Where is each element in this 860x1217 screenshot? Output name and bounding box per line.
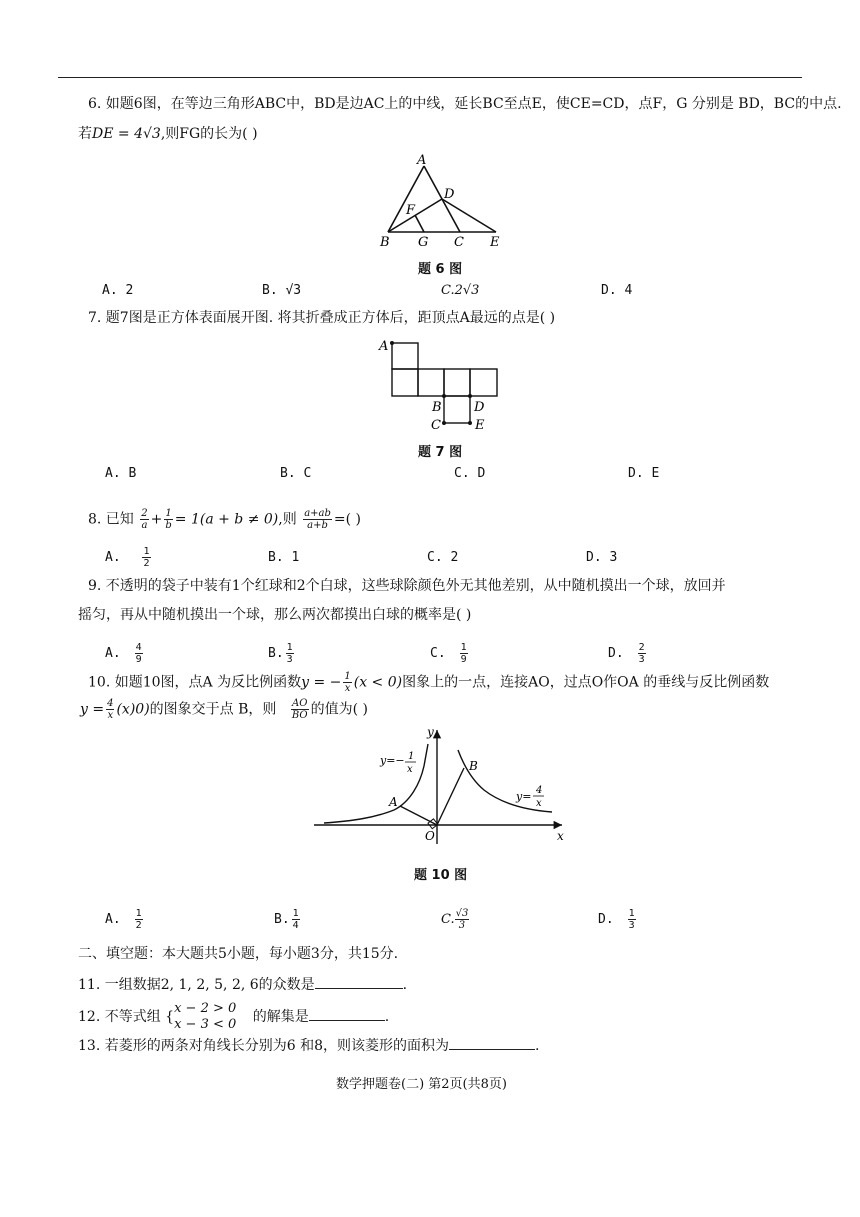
q9-option-a-pre: A. (105, 646, 121, 661)
q6-label-a: A (417, 153, 427, 168)
q10-line2-frac (106, 698, 114, 721)
q10-option-c-pre: C. (441, 912, 455, 927)
q12-row2: x − 3 < 0 (174, 1017, 237, 1032)
q10-line1-math-a: y = − (301, 674, 342, 691)
q10-line1-frac-num: 1 (344, 671, 351, 682)
q6-label-c: C (454, 235, 464, 250)
q10-graph-label-b: B (469, 759, 478, 773)
q12-inequality-system (174, 1001, 236, 1033)
q9-option-c-frac (460, 642, 468, 665)
q12-post: . (384, 1009, 390, 1025)
q9-line1: 9. 不透明的袋子中装有1个红球和2个白球，这些球除颜色外无其他差别，从中随机摸出一个球，放回并 (88, 578, 726, 594)
q10-option-a-num: 1 (135, 908, 142, 919)
q10-line2-math-b: (x)0) (116, 701, 150, 718)
q12-row1: x − 2 > 0 (174, 1001, 237, 1016)
q9-option-a-frac (135, 642, 143, 665)
q10-caption: 题 10 图 (414, 868, 468, 883)
q9-option-b-num: 1 (286, 642, 293, 653)
q7-caption: 题 7 图 (418, 445, 463, 460)
q9-option-a (105, 642, 145, 665)
q6-line2 (78, 124, 258, 144)
q9-option-a-num: 4 (135, 642, 142, 653)
q10-option-b-pre: B. (274, 912, 290, 927)
q9-option-b-den: 3 (286, 654, 293, 665)
q10-option-b-den: 4 (292, 920, 299, 931)
header-rule (58, 77, 802, 78)
q9-option-b-frac (286, 642, 294, 665)
q8-f2-num: 1 (165, 508, 172, 519)
q8-option-d: D. 3 (586, 550, 618, 565)
q10-option-a-pre: A. (105, 912, 121, 927)
q9-option-b (268, 642, 296, 665)
q6-label-b: B (380, 235, 390, 250)
q11-post: . (402, 977, 408, 993)
q10-graph-right-num: 4 (536, 785, 543, 796)
q8-post: =( ) (333, 511, 362, 528)
q10-line2-math-a: y = (80, 701, 105, 718)
q10-line1-pre: 10. 如题10图，点A 为反比例函数 (88, 674, 302, 691)
q6-option-d: D. 4 (601, 283, 633, 298)
q10-line1-frac (343, 671, 351, 694)
q10-graph-label-o: O (425, 829, 435, 843)
q10-graph-left-num: 1 (408, 751, 415, 762)
q6-option-b: B. √3 (262, 283, 302, 298)
q10-option-a (105, 908, 145, 931)
q13-post: . (534, 1038, 540, 1054)
q10-line2-frac-num: 4 (107, 698, 114, 709)
q9-option-a-den: 9 (135, 654, 142, 665)
q9-option-c-pre: C. (430, 646, 446, 661)
q12-mid: 的解集是 (252, 1009, 309, 1025)
q8-option-a-den: 2 (143, 558, 150, 569)
q8-fraction-1-over-b (164, 508, 172, 531)
q8-fraction-2-over-a (140, 508, 148, 531)
q9-option-c-den: 9 (460, 654, 467, 665)
q10-option-b-num: 1 (292, 908, 299, 919)
q6-line2-post: ,则FG的长为( ) (160, 126, 258, 142)
section-2-heading: 二、填空题：本大题共5小题，每小题3分，共15分. (78, 946, 399, 962)
q13-answer-blank[interactable] (449, 1035, 535, 1050)
q6-line2-pre: 若 (78, 126, 92, 142)
q11-answer-blank[interactable] (315, 974, 403, 989)
q7-option-b: B. C (280, 466, 312, 481)
q10-option-c-num: √3 (455, 908, 469, 919)
q10-line2 (80, 698, 368, 721)
q12-pre: 12. 不等式组 { (78, 1009, 175, 1025)
q10-line1-frac-den: x (344, 683, 351, 694)
page-footer: 数学押题卷(二) 第2页(共8页) (336, 1077, 507, 1092)
q8-text (88, 508, 361, 531)
q6-label-e: E (490, 235, 500, 250)
q7-cube-net-figure (376, 338, 502, 434)
q9-line2: 摇匀，再从中随机摸出一个球，那么两次都摸出白球的概率是( ) (78, 607, 472, 623)
q6-label-d: D (444, 187, 455, 202)
q10-graph-label-a: A (389, 795, 398, 809)
q6-caption: 题 6 图 (418, 262, 463, 277)
q8-f2-den: b (165, 520, 172, 531)
q10-option-d-num: 1 (628, 908, 635, 919)
q10-line2-post: 的值为( ) (310, 701, 368, 718)
q8-option-a-pre: A. (105, 550, 121, 565)
q10-graph-label-left: y=− (380, 754, 405, 767)
q7-label-a: A (379, 339, 389, 354)
q8-option-c: C. 2 (427, 550, 459, 565)
q10-option-d (598, 908, 638, 931)
q7-label-e: E (475, 418, 485, 433)
q10-line1-post: 图象上的一点，连接AO，过点O作OA 的垂线与反比例函数 (402, 674, 770, 691)
q10-option-d-den: 3 (628, 920, 635, 931)
q9-option-c (430, 642, 470, 665)
q9-option-c-num: 1 (460, 642, 467, 653)
q10-ratio-den: BO (291, 710, 308, 721)
q7-option-c: C. D (454, 466, 486, 481)
q8-f3-num: a+ab (304, 508, 331, 519)
q11 (78, 974, 407, 995)
q10-graph-left-den: x (407, 764, 413, 775)
q10-option-a-frac (135, 908, 143, 931)
q7-label-c: C (431, 418, 441, 433)
q11-text: 11. 一组数据2, 1, 2, 5, 2, 6的众数是 (78, 977, 315, 993)
q9-option-d-pre: D. (608, 646, 624, 661)
q8-option-a-frac (142, 546, 150, 569)
q7-label-b: B (432, 400, 442, 415)
q6-triangle-figure (372, 150, 512, 250)
q8-option-b: B. 1 (268, 550, 300, 565)
q7-label-d: D (474, 400, 485, 415)
q10-graph-right-den: x (536, 798, 542, 809)
q13-text: 13. 若菱形的两条对角线长分别为6 和8，则该菱形的面积为 (78, 1038, 449, 1054)
q10-option-b (274, 908, 302, 931)
q10-line2-ratio (291, 698, 309, 721)
q13 (78, 1035, 539, 1056)
q10-option-a-den: 2 (135, 920, 142, 931)
q8-equation: = 1(a + b ≠ 0) (174, 511, 279, 528)
q12-answer-blank[interactable] (309, 1006, 385, 1021)
q9-option-d-num: 2 (638, 642, 645, 653)
q7-option-a: A. B (105, 466, 137, 481)
q10-ratio-num: AO (292, 698, 308, 709)
q10-segment-ob (437, 768, 464, 825)
q10-line2-mid: 的图象交于点 B，则 (149, 701, 277, 718)
q9-option-d-frac (638, 642, 646, 665)
q6-line1: 6. 如题6图，在等边三角形ABC中，BD是边AC上的中线，延长BC至点E，使CE=CD，点F，G 分别是 BD，BC的中点. (88, 96, 842, 112)
q7-option-d: D. E (628, 466, 660, 481)
q9-option-d (608, 642, 648, 665)
q9-option-b-pre: B. (268, 646, 284, 661)
q6-option-c: C.2√3 (441, 283, 480, 298)
q12 (78, 1001, 389, 1033)
q10-graph-figure (312, 724, 572, 850)
q10-graph-label-right: y= (516, 790, 532, 803)
q6-label-g: G (418, 235, 429, 250)
q10-option-c-den: 3 (458, 920, 466, 931)
q10-option-d-frac (628, 908, 636, 931)
q8-option-a-num: 1 (143, 546, 150, 557)
q7-text: 7. 题7图是正方体表面展开图. 将其折叠成正方体后，距顶点A最远的点是( ) (88, 310, 556, 326)
q6-math-de: DE = 4√3 (92, 126, 161, 142)
q8-f1-num: 2 (141, 508, 148, 519)
q10-line2-frac-den: x (107, 710, 114, 721)
q10-option-b-frac (292, 908, 300, 931)
q8-option-a (105, 546, 153, 569)
q9-option-d-den: 3 (638, 654, 645, 665)
q10-line1 (88, 671, 769, 694)
q8-f3-den: a+b (307, 520, 328, 531)
q10-option-c-frac (455, 908, 470, 931)
q10-segment-ao (400, 806, 437, 825)
q10-option-d-pre: D. (598, 912, 614, 927)
q8-mid: ,则 (278, 511, 297, 528)
q10-option-c (441, 908, 471, 931)
q6-label-f: F (406, 203, 416, 218)
q10-graph-label-y: y (427, 725, 434, 739)
q8-plus: + (150, 511, 163, 528)
q8-fraction-target (303, 508, 332, 531)
q8-f1-den: a (141, 520, 148, 531)
q10-graph-label-x: x (557, 829, 564, 843)
q8-pre: 8. 已知 (88, 511, 134, 528)
q10-line1-math-b: (x < 0) (353, 674, 403, 691)
q6-option-a: A. 2 (102, 283, 134, 298)
